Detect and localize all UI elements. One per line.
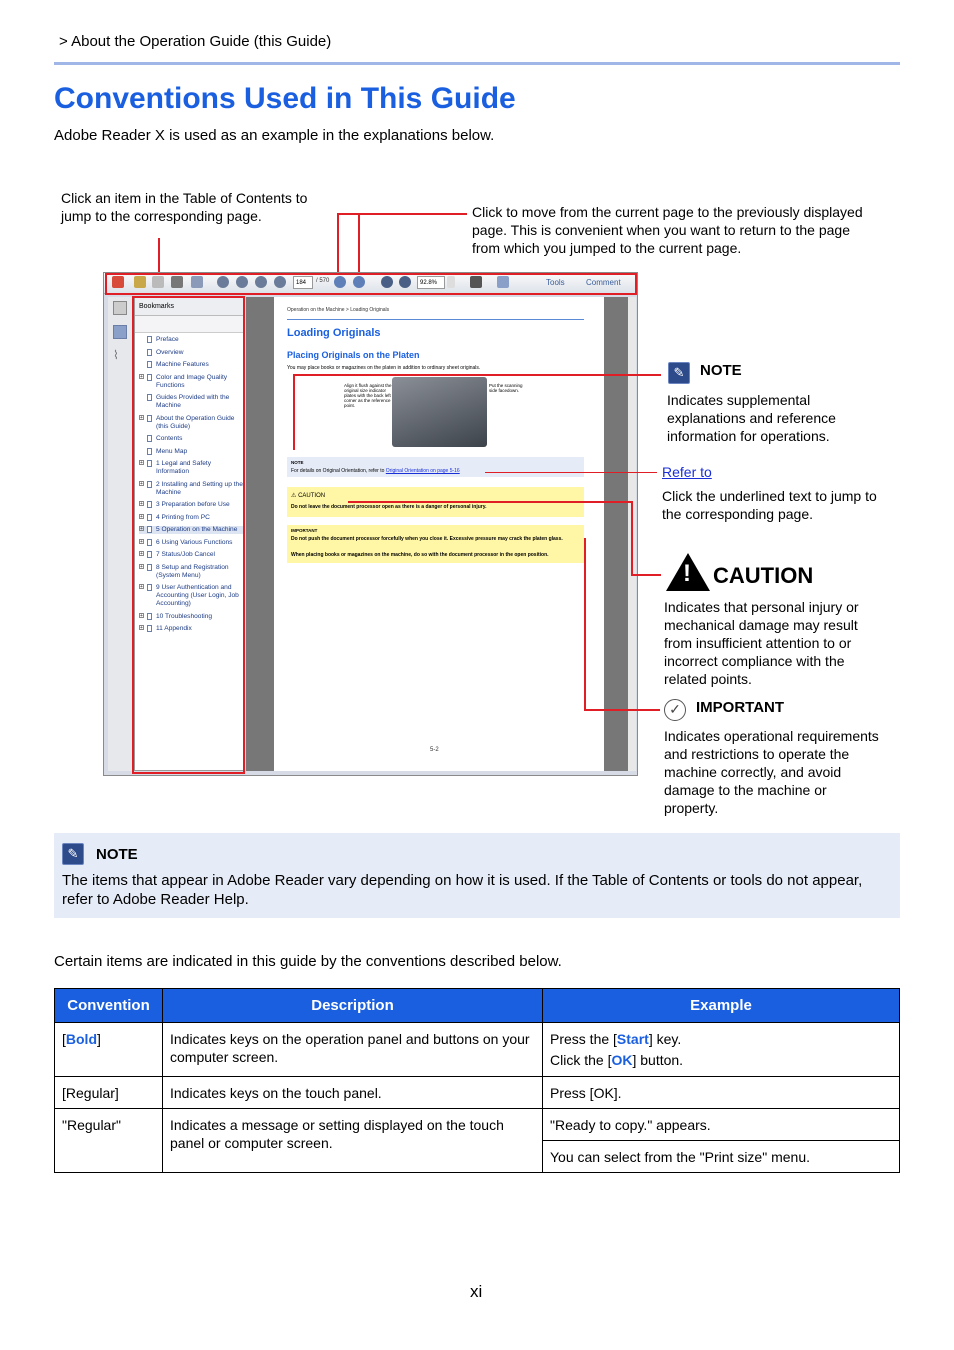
expand-icon[interactable]: + <box>140 551 143 557</box>
expand-icon[interactable]: + <box>140 513 143 520</box>
example-cell: You can select from the "Print size" menu. <box>543 1141 900 1173</box>
description-cell: Indicates keys on the touch panel. <box>163 1077 543 1109</box>
page-breadcrumb: Operation on the Machine > Loading Originals <box>287 307 390 313</box>
page-note: NOTE For details on Original Orientation, refer to Original Orientation on page 5-16 <box>287 457 584 477</box>
caution-description: Indicates that personal injury or mechanical damage may result from insufficient attention to or incorrect compliance with the related points. <box>664 599 859 687</box>
convention-cell: [Regular] <box>55 1077 163 1109</box>
caution-exclamation-icon: ! <box>683 560 691 587</box>
example-cell: Press [OK]. <box>543 1077 900 1109</box>
note-description: Indicates supplemental explanations and reference information for operations. <box>667 392 836 444</box>
caution-title: CAUTION <box>713 563 814 588</box>
convention-cell: "Regular" <box>55 1109 163 1173</box>
page-note-link[interactable]: Original Orientation on page 5-16 <box>385 468 460 474</box>
document-page <box>274 297 604 771</box>
bookmarks-icon[interactable] <box>113 325 127 339</box>
bookmark-label: 4 Printing from PC <box>156 513 210 521</box>
example-cell: Press the [Start] key. Click the [OK] button. <box>543 1023 900 1077</box>
refer-to-description: Click the underlined text to jump to the corresponding page. <box>662 488 877 522</box>
zoom-field[interactable]: 92.8% <box>417 276 445 289</box>
bookmark-label: 6 Using Various Functions <box>156 538 233 546</box>
expand-icon[interactable]: + <box>140 501 143 507</box>
breadcrumb: > About the Operation Guide (this Guide) <box>59 33 332 50</box>
page-number: 5-2 <box>430 747 439 753</box>
bookmark-label: Color and Image Quality Functions <box>156 373 228 389</box>
illustration-label-right: Put the scanning side facedown. <box>489 383 523 393</box>
page-number-field[interactable]: 184 <box>293 276 313 289</box>
expand-icon[interactable]: + <box>140 584 143 590</box>
bookmark-label: Menu Map <box>156 447 188 455</box>
bookmark-label: Preface <box>156 336 179 343</box>
note-icon <box>668 362 690 384</box>
conventions-intro: Certain items are indicated in this guide by the conventions described below. <box>54 953 562 970</box>
example-cell: "Ready to copy." appears. <box>543 1109 900 1141</box>
pages-icon[interactable] <box>113 301 127 315</box>
note-title: NOTE <box>700 362 742 379</box>
conventions-table <box>54 988 900 1173</box>
page-total: / 570 <box>316 278 330 284</box>
expand-icon[interactable]: + <box>140 460 143 466</box>
platen-illustration <box>392 377 487 447</box>
expand-icon[interactable]: + <box>140 538 143 545</box>
page-subheading: Placing Originals on the Platen <box>287 350 420 360</box>
navigation-pane-strip <box>108 297 133 771</box>
comment-button[interactable]: Comment <box>586 278 621 287</box>
important-title: IMPORTANT <box>696 699 785 716</box>
bookmark-label: 1 Legal and Safety Information <box>156 460 211 475</box>
bookmark-label: 9 User Authentication and Accounting (User Login, Job Accounting) <box>156 584 239 607</box>
table-row <box>55 1023 900 1077</box>
prev-page-callout: Click to move from the current page to the previously displayed page. This is convenient when you want to return to the page from which you jumped to the current page. <box>472 204 863 256</box>
important-check-icon: ✓ <box>664 699 686 721</box>
document-view <box>246 297 636 771</box>
description-cell: Indicates a message or setting displayed on the touch panel or computer screen. <box>163 1109 543 1173</box>
bookmark-label: Overview <box>156 348 184 356</box>
expand-icon[interactable]: + <box>140 414 143 421</box>
tools-button[interactable]: Tools <box>546 278 565 287</box>
bookmarks-header: Bookmarks <box>135 298 243 316</box>
bookmark-label: 2 Installing and Setting up the Machine <box>156 480 243 496</box>
convention-cell: [Bold] <box>55 1023 163 1077</box>
bookmark-label: 8 Setup and Registration (System Menu) <box>156 563 229 579</box>
expand-icon[interactable]: + <box>140 612 143 619</box>
expand-icon[interactable]: + <box>140 526 143 532</box>
page-number-footer: xi <box>470 1282 483 1301</box>
bookmark-label: 3 Preparation before Use <box>156 501 230 508</box>
note-box-title: NOTE <box>96 846 138 863</box>
refer-to-link[interactable]: Refer to <box>662 464 712 480</box>
note-box <box>54 833 900 918</box>
header-rule <box>54 62 900 65</box>
bookmark-label: 5 Operation on the Machine <box>156 526 238 533</box>
expand-icon[interactable]: + <box>140 625 143 631</box>
page-heading: Loading Originals <box>287 327 381 339</box>
page-paragraph: You may place books or magazines on the platen in addition to ordinary sheet originals. <box>287 365 481 371</box>
expand-icon[interactable]: + <box>140 563 143 570</box>
illustration-label-left: Align it flush against the original size indicator plates with the back left corner as the reference point. <box>344 383 392 408</box>
page-title: Conventions Used in This Guide <box>54 82 516 115</box>
toc-callout: Click an item in the Table of Contents to jump to the corresponding page. <box>61 190 308 224</box>
bookmark-label: About the Operation Guide (this Guide) <box>156 414 235 430</box>
page-caution: ⚠ CAUTION Do not leave the document processor open as there is a danger of personal injury. <box>287 487 584 517</box>
bookmark-label: 7 Status/Job Cancel <box>156 551 216 558</box>
description-cell: Indicates keys on the operation panel and buttons on your computer screen. <box>163 1023 543 1077</box>
expand-icon[interactable]: + <box>140 480 143 487</box>
bookmark-label: Machine Features <box>156 361 209 368</box>
important-description: Indicates operational requirements and restrictions to operate the machine correctly, and avoid damage to the machine or property. <box>664 728 879 816</box>
expand-icon[interactable]: + <box>140 373 143 380</box>
intro-text: Adobe Reader X is used as an example in the explanations below. <box>54 127 495 144</box>
page-important: IMPORTANT Do not push the document processor forcefully when you close it. Excessive pressure may crack the platen glass. When placing books or magazines on the machine, do so with the document processor in the open position. <box>287 525 584 563</box>
bookmark-label: 10 Troubleshooting <box>156 612 213 620</box>
header-example: Example <box>543 989 900 1023</box>
table-row <box>55 1109 900 1141</box>
bookmark-label: 11 Appendix <box>156 625 192 632</box>
header-description: Description <box>163 989 543 1023</box>
attachment-icon[interactable]: ⌇ <box>113 348 119 362</box>
note-box-body: The items that appear in Adobe Reader vary depending on how it is used. If the Table of Contents or tools do not appear, refer to Adobe Reader Help. <box>62 872 863 908</box>
table-row <box>55 1077 900 1109</box>
header-convention: Convention <box>55 989 163 1023</box>
bookmark-label: Guides Provided with the Machine <box>156 394 230 409</box>
note-box-icon <box>62 843 84 865</box>
bookmark-label: Contents <box>156 435 183 442</box>
